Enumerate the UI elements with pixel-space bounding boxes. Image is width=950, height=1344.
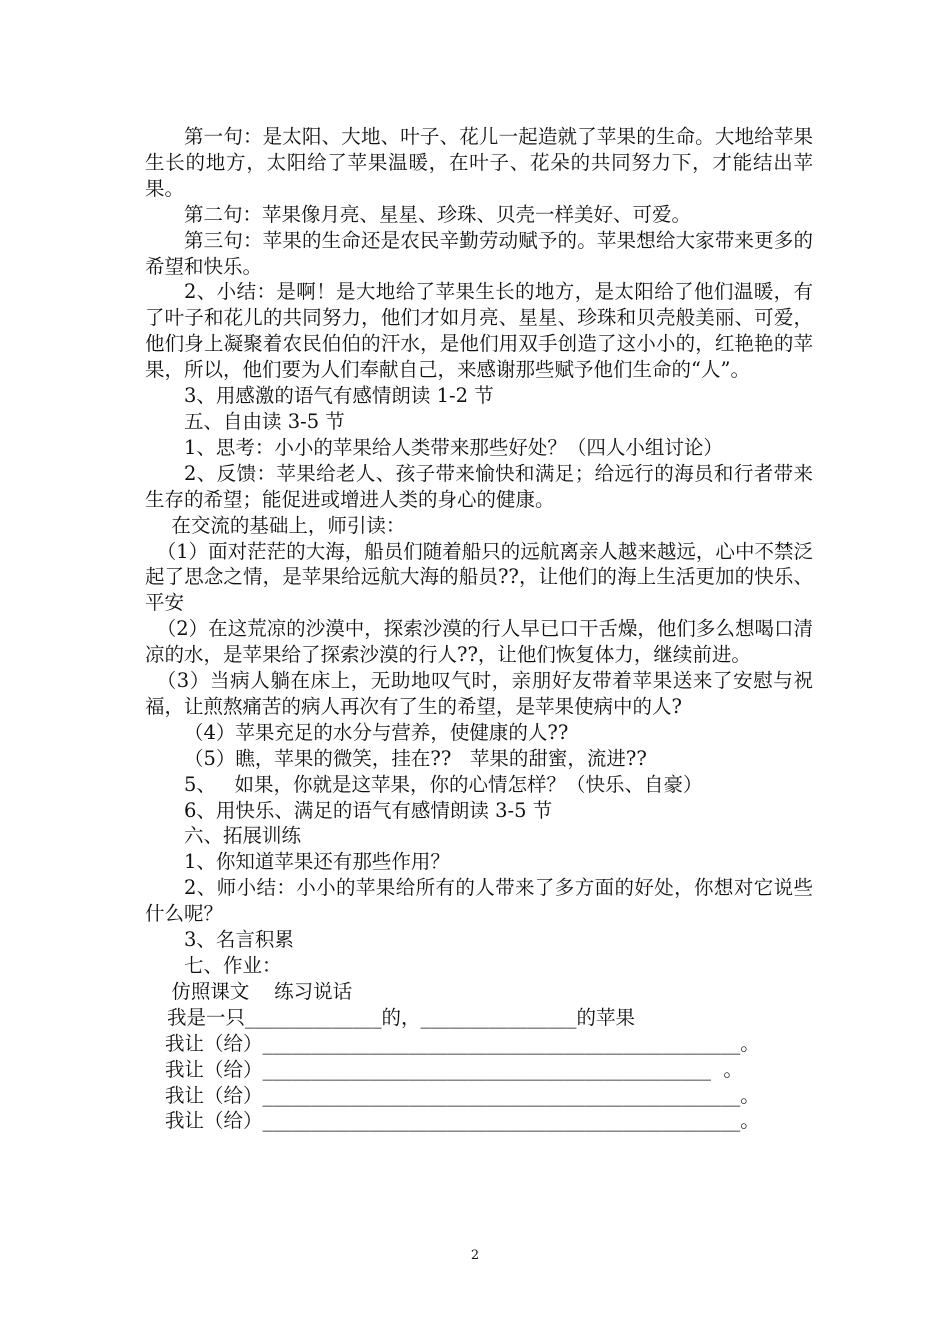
- section-heading-6: 六、拓展训练: [184, 824, 302, 848]
- paragraph-summary: 2、小结：是啊！是大地给了苹果生长的地方，是太阳给了他们温暖，有了叶子和花儿的共同努力，他们才如月亮、星星、珍珠和贝壳般美丽、可爱，他们身上凝聚着农民伯伯的汗水，是他们用双手创造了这小小的，红艳艳的苹果，所以，他们要为人们奉献自己，来感谢那些赋予他们生命的“人”。: [145, 280, 813, 382]
- paragraph-read-aloud-3-5: 6、用快乐、满足的语气有感情朗读 3-5 节: [184, 798, 553, 822]
- paragraph-extension-3: 3、名言积累: [184, 928, 294, 952]
- paragraph-think: 1、思考：小小的苹果给人类带来那些好处？（四人小组讨论）: [184, 435, 723, 459]
- fill-blank-line-3: 我让（给）______________________________________________ 。: [165, 1057, 743, 1081]
- paragraph-feedback: 2、反馈：苹果给老人、孩子带来愉快和满足；给远行的海员和行者带来生存的希望；能促进或增进人类的身心的健康。: [145, 461, 813, 511]
- paragraph-sentence-1: 第一句：是太阳、大地、叶子、花儿一起造就了苹果的生命。大地给苹果生长的地方，太阳给了苹果温暖，在叶子、花朵的共同努力下，才能结出苹果。: [145, 125, 813, 200]
- paragraph-guided-reading: 在交流的基础上，师引读：: [171, 513, 406, 537]
- paragraph-item-1: （1）面对茫茫的大海，船员们随着船只的远航离亲人越来越远，心中不禁泛起了思念之情，是苹果给远航大海的船员??，让他们的海上生活更加的快乐、平安: [145, 539, 813, 615]
- document-body: [145, 124, 813, 1134]
- paragraph-extension-1: 1、你知道苹果还有那些作用？: [184, 850, 450, 874]
- fill-blank-line-5: 我让（给）_________________________________________________。: [165, 1109, 760, 1133]
- paragraph-sentence-2: 第二句：苹果像月亮、星星、珍珠、贝壳一样美好、可爱。: [184, 202, 692, 226]
- paragraph-read-aloud-1-2: 3、用感激的语气有感情朗读 1-2 节: [184, 384, 494, 408]
- section-heading-7: 七、作业：: [184, 954, 282, 977]
- fill-blank-line-1: 我是一只______________的，________________的苹果: [167, 1005, 636, 1029]
- paragraph-homework-intro: 仿照课文 练习说话: [171, 979, 353, 1003]
- paragraph-item-3: （3）当病人躺在床上，无助地叹气时，亲朋好友带着苹果送来了安慰与祝福，让煎熬痛苦的病人再次有了生的希望，是苹果使病中的人?: [145, 669, 813, 718]
- paragraph-item-5: （5）瞧，苹果的微笑，挂在?? 苹果的甜蜜，流进??: [184, 746, 647, 770]
- paragraph-sentence-3: 第三句：苹果的生命还是农民辛勤劳动赋予的。苹果想给大家带来更多的希望和快乐。: [145, 228, 813, 278]
- paragraph-item-2: （2）在这荒凉的沙漠中，探索沙漠的行人早已口干舌燥，他们多么想喝口清凉的水，是苹果给了探索沙漠的行人??，让他们恢复体力，继续前进。: [145, 617, 813, 667]
- page-number: 2: [470, 1248, 480, 1263]
- fill-blank-line-2: 我让（给）_________________________________________________。: [165, 1031, 760, 1055]
- paragraph-question-5: 5、 如果，你就是这苹果，你的心情怎样？（快乐、自豪）: [184, 772, 703, 796]
- section-heading-5: 五、自由读 3-5 节: [184, 409, 345, 433]
- fill-blank-line-4: 我让（给）_________________________________________________。: [165, 1083, 760, 1107]
- paragraph-item-4: （4）苹果充足的水分与营养，使健康的人??: [184, 720, 569, 744]
- paragraph-extension-2: 2、师小结：小小的苹果给所有的人带来了多方面的好处，你想对它说些什么呢？: [145, 876, 813, 926]
